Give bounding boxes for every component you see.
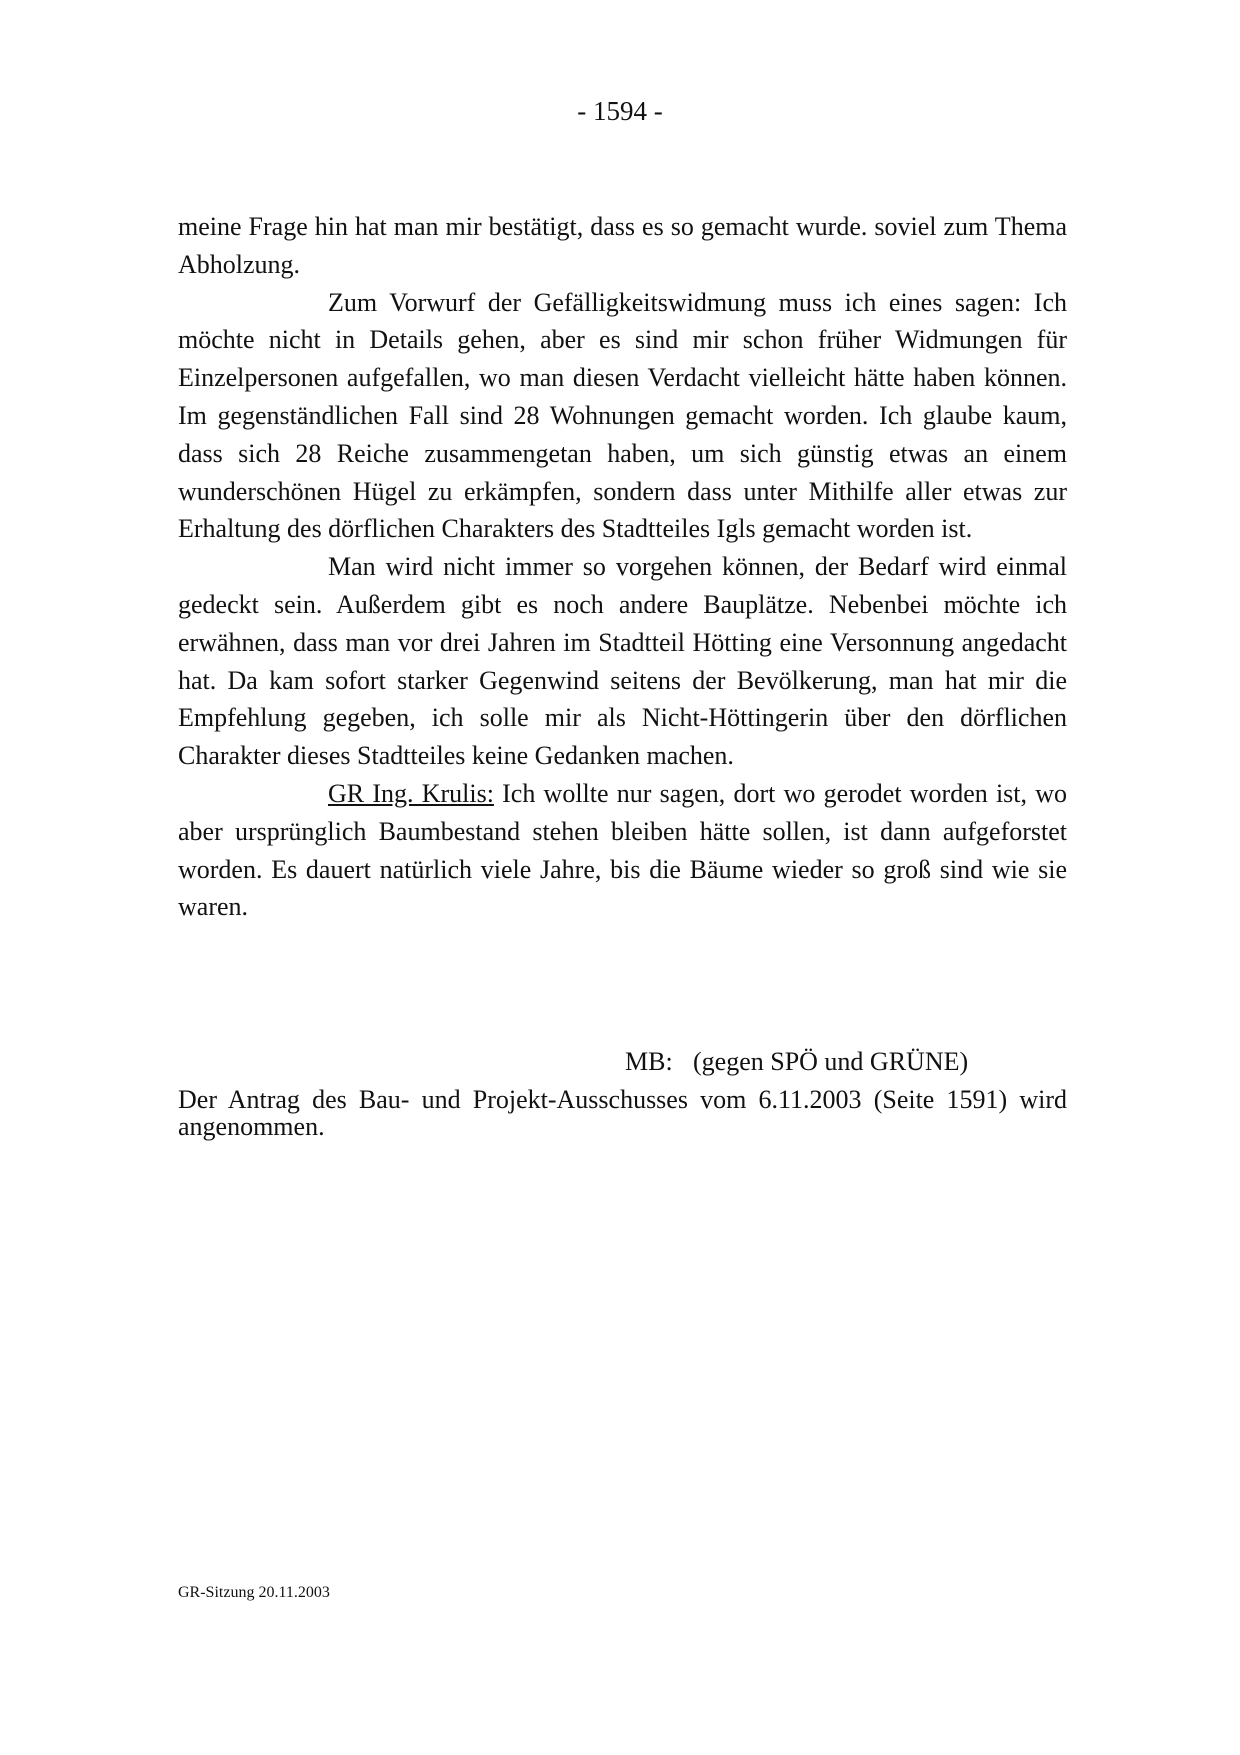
footer-session-date: GR-Sitzung 20.11.2003: [178, 1584, 330, 1601]
paragraph-continuation: meine Frage hin hat man mir bestätigt, dass es so gemacht wurde. soviel zum Thema Abholzung.: [178, 212, 1067, 279]
speaker-statement: Ich wollte nur sagen, dort wo gerodet worden ist, wo aber ursprünglich Baumbestand stehen bleiben hätte sollen, ist dann aufgeforstet worden. Es dauert natürlich viele Jahre, bis die Bäume wieder so groß sind wie sie waren.: [178, 778, 1067, 922]
page-number: - 1594 -: [577, 96, 663, 126]
vote-result: (gegen SPÖ und GRÜNE): [693, 1047, 969, 1076]
speaker-name: GR Ing. Krulis:: [328, 778, 494, 808]
minutes-body: [178, 208, 1067, 926]
vote-label: MB:: [625, 1047, 673, 1076]
paragraph-gefaelligkeitswidmung: Zum Vorwurf der Gefälligkeitswidmung muss ich eines sagen: Ich möchte nicht in Details gehen, aber es sind mir schon früher Widmungen für Einzelpersonen aufgefallen, wo man diesen Verdacht vielleicht hätte haben können. Im gegenständlichen Fall sind 28 Wohnungen gemacht worden. Ich glaube kaum, dass sich 28 Reiche zusammengetan haben, um sich günstig etwas an einem wunderschönen Hügel zu erkämpfen, sondern dass unter Mithilfe aller etwas zur Erhaltung des dörflichen Charakters des Stadtteiles Igls gemacht worden ist.: [178, 287, 1067, 544]
paragraph-bauplaetze: Man wird nicht immer so vorgehen können, der Bedarf wird einmal gedeckt sein. Außerdem gibt es noch andere Bauplätze. Nebenbei möchte ich erwähnen, dass man vor drei Jahren im Stadtteil Hötting eine Versonnung angedacht hat. Da kam sofort starker Gegenwind seitens der Bevölkerung, man hat mir die Empfehlung gegeben, ich solle mir als Nicht-Höttingerin über den dörflichen Charakter dieses Stadtteiles keine Gedanken machen.: [178, 552, 1067, 771]
paragraph-krulis-statement: [178, 775, 1067, 926]
vote-line: [625, 1043, 968, 1080]
resolution-text: Der Antrag des Bau- und Projekt-Ausschusses vom 6.11.2003 (Seite 1591) wird angenommen.: [178, 1085, 1067, 1141]
